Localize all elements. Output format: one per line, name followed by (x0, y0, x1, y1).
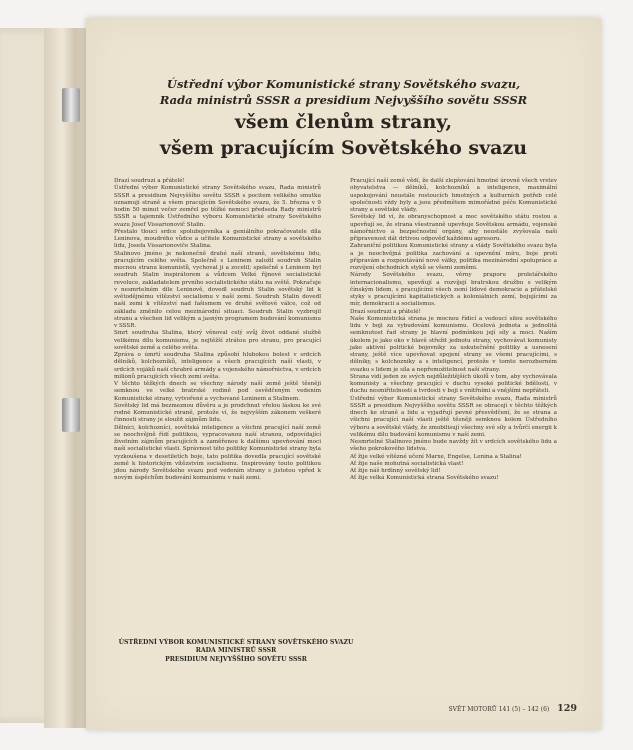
paragraph: Drazí soudruzi a přátelé! (350, 308, 421, 315)
paragraph: Strana vidí jeden ze svých nejdůležitějších úkolů v tom, aby vychovávala komunisty a všechny pracující v duchu vysoké politické bdělosti, v duchu nesmiřitelnosti a tvrdosti v boji s vnitřními a vnějšími nepřáteli. (350, 373, 557, 395)
paragraph: Ústřední výbor Komunistické strany Sovětského svazu, Rada ministrů SSSR a presidium Nejvyššího sovětu SSSR s pocitem velikého smutku oznamují straně a všem pracujícím Sovětského svazu, že 5. března v 9 hodin 50 minut večer zemřel po těžké nemoci předseda Rady ministrů SSSR a tajemník Ústředního výboru Komunistické strany Sovětského svazu Josef Vissarionovič Stalin. (114, 185, 321, 228)
paragraph: Národy Sovětského svazu, věrny praporu proletářského internacionalismu, upevňují a rozvíjejí bratrskou družbu s velikým čínským lidem, s pracujícími všech zemí lidové demokracie a přátelské styky s pracujícími kapitalistických a koloniálních zemí, bojujícími za mír, demokracii a socialismus. (350, 272, 557, 308)
staple-bottom (62, 398, 80, 432)
header-line-1: Ústřední výbor Komunistické strany Sovětského svazu, (166, 77, 521, 91)
left-column (114, 178, 321, 483)
magazine-page (86, 18, 601, 730)
journal-issue: SVĚT MOTORŮ 141 (5) – 142 (6) (448, 706, 550, 713)
paragraph: Nesmrtelné Stalinovo jméno bude navždy žít v srdcích sovětského lidu a všeho pokrokového lidstva. (350, 439, 557, 453)
page-footer (449, 703, 578, 714)
signature-line: RADA MINISTRŮ SSSR (195, 647, 277, 655)
signature-line: ÚSTŘEDNÍ VÝBOR KOMUNISTICKÉ STRANY SOVĚTSKÉHO SVAZU (118, 639, 354, 646)
header-line-2: Rada ministrů SSSR a presidium Nejvyššího sovětu SSSR (159, 93, 528, 107)
slogan: Ať žije náš hrdinný sovětský lid! (350, 468, 441, 474)
slogan: Ať žije velká Komunistická strana Sovětského svazu! (350, 475, 499, 482)
paragraph: Zpráva o úmrtí soudruha Stalina způsobí hlubokou bolest v srdcích dělníků, kolchozníků, inteligence a všech pracujících naší vlasti, v srdcích vojáků naší chrabré armády a vojenského námořnictva, v srdcích milionů pracujících všech zemí světa. (114, 352, 321, 380)
paragraph: Naše Komunistická strana je mocnou řídicí a vedoucí silou sovětského lidu v boji za vybudování komunismu. Ocelová jednota a jednolitá semknutost řad strany je hlavní podmínkou její síly a moci. Naším úkolem je jako oko v hlavě střežit jednotu strany, vychovávat komunisty jako aktivní politické bojovníky za uskutečnění politiky a usnesení strany, ještě více upevňovat spojení strany se všemi pracujícími, s dělníky, s kolchozníky a s inteligencí, protože v tomto nerozborném svazku s lidem je síla a nepřemožitelnost naší strany. (350, 315, 557, 373)
paragraph: Zahraniční politikou Komunistické strany a vlády Sovětského svazu byla a je neochvějná politika zachování a upevnění míru, boje proti přípravám a rozpoutávání nové války, politika mezinárodní spolupráce a rozvíjení obchodních styků se všemi zeměmi. (350, 243, 557, 271)
paragraph: Sovětský lid ví, že obranyschopnost a moc sovětského státu rostou a upevňují se, že strana všestranně upevňuje Sovětskou armádu, vojenské námořnictvo a bezpečnostní orgány, aby neustále zvyšovala naši připravenost dát drtivou odpověď každému agresoru. (350, 214, 557, 242)
proclamation-header (86, 76, 601, 160)
title-line-1: všem členům strany, (234, 111, 453, 133)
page-number: 129 (557, 703, 577, 714)
paragraph: V těchto těžkých dnech se všechny národy naší země ještě těsněji semknou ve velké bratrské rodině pod osvědčeným vedením Komunistické strany, vytvořené a vychované Leninem a Stalinem. (114, 381, 321, 402)
paragraph: Pracující naší země vědí, že další zlepšování hmotné úrovně všech vrstev obyvatelstva — dělníků, kolchozníků a inteligence, maximální uspokojování neustále rostoucích hmotných a kulturních potřeb celé společnosti vždy byly a jsou předmětem mimořádné péče Komunistické strany a sovětské vlády. (350, 178, 557, 213)
paragraph: Smrt soudruha Stalina, který věnoval celý svůj život oddané službě velikému dílu komunismu, je nejtěžší ztrátou pro stranu, pro pracující sovětské země a celého světa. (114, 330, 321, 351)
paragraph: Sovětský lid má bezmeznou důvěru a je prodchnut vřelou láskou ke své rodné Komunistické straně, protože ví, že nejvyšším zákonem veškeré činnosti strany je sloužit zájmům lidu. (114, 402, 321, 424)
slogan: Ať žije naše mohutná socialistická vlast! (350, 460, 464, 467)
staple-top (62, 88, 80, 122)
signatures-block (86, 639, 386, 664)
paragraph: Dělníci, kolchozníci, sovětská inteligence a všichni pracující naší země se neochvějně řídí politikou, vypracovanou naší stranou, odpovídající životním zájmům pracujících a zaměřenou k dalšímu upevňování moci naší socialistické vlasti. Správnost této politiky Komunistické strany byla vyzkoušena v desetiletích boje, tato politika dovedla pracující sovětské země k historickým vítězstvím socialismu. Inspirovány touto politikou jdou národy Sovětského svazu pod vedením strany s jistotou vpřed k novým úspěchům budování komunismu v naší zemi. (114, 424, 321, 482)
slogan: Ať žije velké vítězné učení Marxe, Engelse, Lenina a Stalina! (350, 453, 522, 460)
paragraph: Přestalo tlouci srdce spolubojovníka a geniálního pokračovatele díla Leninova, moudrého vůdce a učitele Komunistické strany a sovětského lidu, Josefa Vissarionoviče Stalina. (114, 228, 321, 250)
title-line-2: všem pracujícím Sovětského svazu (159, 137, 528, 159)
paragraph: Drazí soudruzi a přátelé! (114, 178, 185, 184)
right-column (350, 178, 557, 483)
paragraph: Stalinovo jméno je nekonečně drahé naší straně, sovětskému lidu, pracujícím celého světa. Společně s Leninem založil soudruh Stalin mocnou stranu komunistů, vychoval ji a zocelil; společně s Leninem byl soudruh Stalin inspirátorem a vůdcem Velké říjnové socialistické revoluce, zakladatelem prvního socialistického státu na světě. Pokračuje v nesmrtelném díle Leninově, dovedl soudruh Stalin sovětský lid k světodějnému vítězství socialismu v naší zemi. Soudruh Stalin dovedl naši zemi k vítězství nad fašismem ve druhé světové válce, což od základu změnilo celou mezinárodní situaci. Soudruh Stalin vyzbrojil stranu a všechen lid velikým a jasným programem budování komunismu v SSSR. (114, 250, 321, 329)
signature-line: PRESIDIUM NEJVYŠŠÍHO SOVĚTU SSSR (165, 655, 307, 663)
paragraph: Ústřední výbor Komunistické strany Sovětského svazu, Rada ministrů SSSR a presidium Nejvyššího sovětu SSSR se obracejí v těchto těžkých dnech ke straně a lidu a vyjadřují pevné přesvědčení, že se strana a všichni pracující naší vlasti ještě těsněji semknou kolem Ústředního výboru a sovětské vlády, že zmobilisují všechny své síly a tvůrčí energii k velikému dílu budování komunismu v naší zemi. (350, 395, 557, 438)
